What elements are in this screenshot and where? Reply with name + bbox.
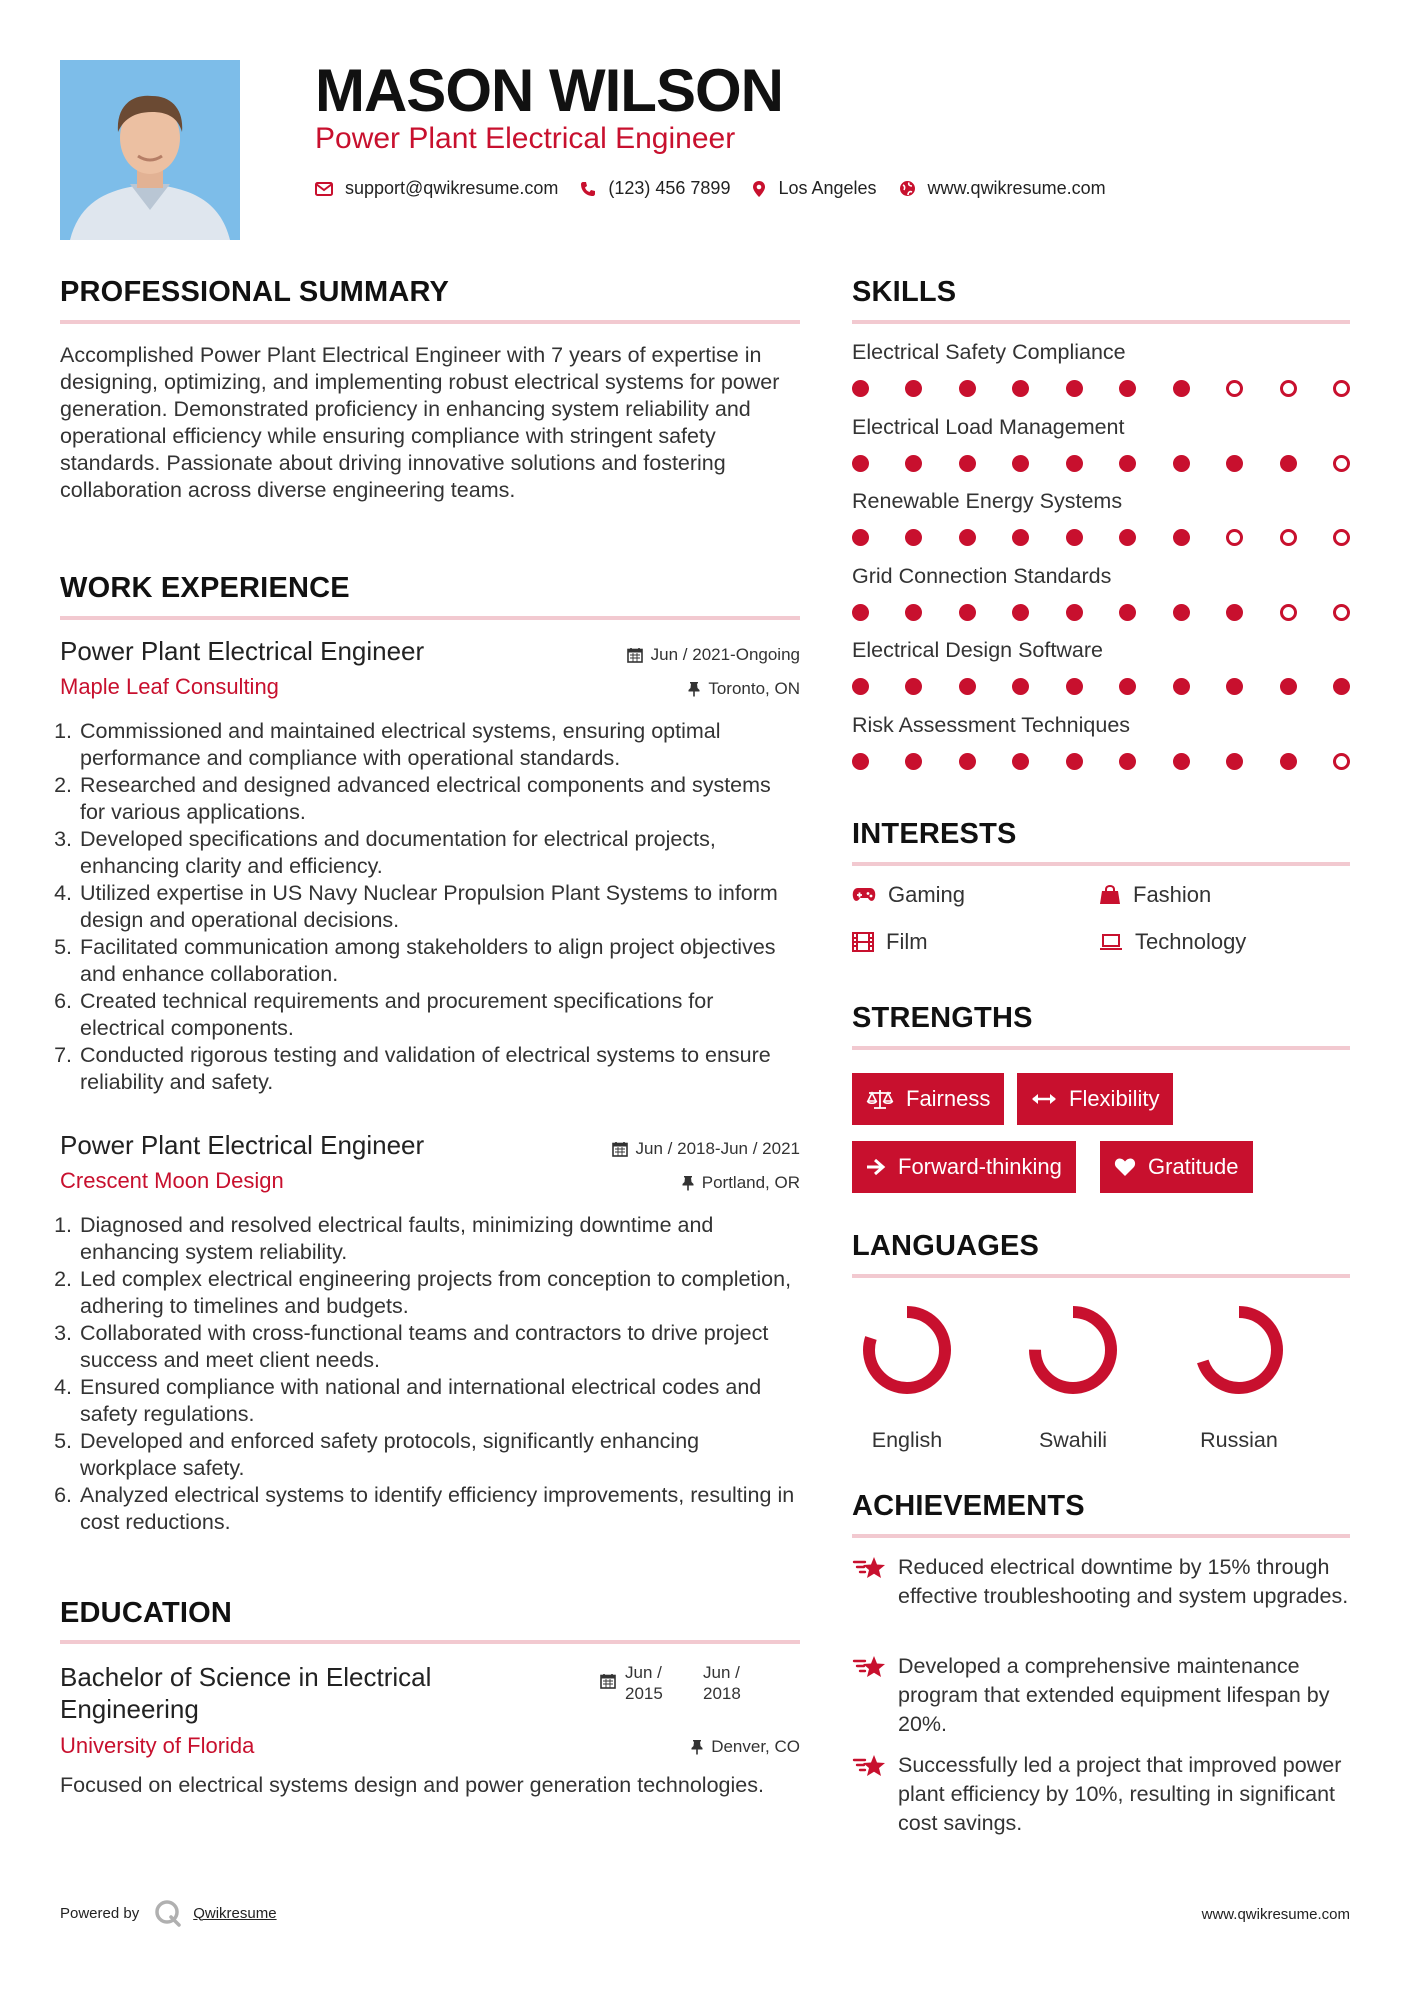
candidate-name: MASON WILSON bbox=[315, 57, 783, 124]
rating-dot-filled bbox=[1173, 529, 1190, 546]
list-item: 6. Analyzed electrical systems to identify efficiency improvements, resulting in cost reductions. bbox=[78, 1482, 800, 1536]
rating-dot-filled bbox=[959, 529, 976, 546]
skills-heading: SKILLS bbox=[852, 276, 957, 308]
language-ring bbox=[1025, 1302, 1121, 1398]
interest-film bbox=[852, 929, 928, 955]
strengths-divider bbox=[852, 1046, 1350, 1050]
list-item: 6. Created technical requirements and procurement specifications for electrical components. bbox=[78, 988, 800, 1042]
rating-dot-filled bbox=[1012, 753, 1029, 770]
rating-dot-filled bbox=[1066, 529, 1083, 546]
rating-dot-filled bbox=[1173, 753, 1190, 770]
education-end bbox=[703, 1662, 763, 1704]
qwikresume-logo-icon bbox=[153, 1898, 183, 1928]
interests-heading: INTERESTS bbox=[852, 818, 1017, 850]
interests-divider bbox=[852, 862, 1350, 866]
list-item: 1. Diagnosed and resolved electrical faults, minimizing downtime and enhancing system reliability. bbox=[78, 1212, 800, 1266]
list-item: 3. Developed specifications and documentation for electrical projects, enhancing clarity and efficiency. bbox=[78, 826, 800, 880]
job-duties-list bbox=[60, 718, 800, 1096]
education-divider bbox=[60, 1640, 800, 1644]
list-item: 2. Led complex electrical engineering projects from conception to completion, adhering to timelines and budgets. bbox=[78, 1266, 800, 1320]
interest-label: Film bbox=[886, 929, 928, 954]
interest-gaming bbox=[852, 882, 965, 908]
rating-dot-filled bbox=[905, 753, 922, 770]
education-end-year: 2018 bbox=[703, 1684, 741, 1703]
rating-dot-filled bbox=[905, 529, 922, 546]
strength-label: Fairness bbox=[906, 1086, 991, 1111]
language-item bbox=[1018, 1302, 1128, 1453]
footer-website[interactable]: www.qwikresume.com bbox=[1201, 1906, 1350, 1923]
rating-dot-filled bbox=[905, 380, 922, 397]
rating-dot-filled bbox=[852, 529, 869, 546]
contact-email[interactable] bbox=[315, 178, 558, 199]
achievement-text: Developed a comprehensive maintenance program that extended equipment lifespan by 20%. bbox=[898, 1654, 1330, 1736]
list-item: 3. Collaborated with cross-functional teams and contractors to drive project success and meet client needs. bbox=[78, 1320, 800, 1374]
list-item: 5. Facilitated communication among stakeholders to align project objectives and enhance collaboration. bbox=[78, 934, 800, 988]
rating-dot-filled bbox=[1119, 529, 1136, 546]
rating-dot-filled bbox=[1226, 455, 1243, 472]
phone-icon bbox=[580, 181, 596, 197]
achievement-item bbox=[852, 1553, 1352, 1611]
envelope-icon bbox=[315, 182, 333, 196]
job-dates-text: Jun / 2021-Ongoing bbox=[650, 645, 800, 664]
rating-dot-filled bbox=[1119, 455, 1136, 472]
rating-dot-filled bbox=[905, 678, 922, 695]
achievement-item bbox=[852, 1751, 1352, 1838]
balance-scale-icon bbox=[866, 1088, 894, 1110]
language-name: Swahili bbox=[1038, 1428, 1108, 1452]
film-icon bbox=[852, 932, 874, 952]
profile-photo bbox=[60, 60, 240, 240]
job-duties-list bbox=[60, 1212, 800, 1536]
strength-badge-forward-thinking bbox=[852, 1141, 1076, 1193]
rating-dot-empty bbox=[1280, 604, 1297, 621]
achievements-heading: ACHIEVEMENTS bbox=[852, 1490, 1085, 1522]
job-company: Maple Leaf Consulting bbox=[60, 674, 279, 699]
rating-dot-filled bbox=[1173, 455, 1190, 472]
globe-icon bbox=[899, 180, 916, 197]
skill-rating bbox=[852, 529, 1350, 546]
map-pin-icon bbox=[752, 180, 766, 198]
rating-dot-filled bbox=[959, 455, 976, 472]
languages-heading: LANGUAGES bbox=[852, 1230, 1040, 1262]
pushpin-icon bbox=[691, 1739, 703, 1755]
calendar-icon bbox=[627, 647, 643, 663]
powered-by-text: Powered by bbox=[60, 1904, 140, 1922]
strengths-heading: STRENGTHS bbox=[852, 1002, 1033, 1034]
pushpin-icon bbox=[682, 1175, 694, 1191]
contact-bar bbox=[315, 178, 1128, 199]
education-start bbox=[625, 1662, 703, 1704]
rating-dot-filled bbox=[1066, 678, 1083, 695]
rating-dot-filled bbox=[1012, 529, 1029, 546]
contact-location bbox=[752, 178, 876, 199]
list-item: 4. Utilized expertise in US Navy Nuclear Propulsion Plant Systems to inform design and operational decisions. bbox=[78, 880, 800, 934]
rating-dot-filled bbox=[852, 380, 869, 397]
list-item: 2. Researched and designed advanced electrical components and systems for various applications. bbox=[78, 772, 800, 826]
rating-dot-filled bbox=[1173, 380, 1190, 397]
job-company: Crescent Moon Design bbox=[60, 1168, 284, 1193]
rating-dot-filled bbox=[852, 455, 869, 472]
achievement-text: Successfully led a project that improved power plant efficiency by 10%, resulting in significant cost savings. bbox=[898, 1753, 1342, 1835]
job-title: Power Plant Electrical Engineer bbox=[60, 636, 425, 666]
skill-rating bbox=[852, 678, 1350, 695]
skill-name: Electrical Load Management bbox=[852, 414, 1125, 439]
interest-technology bbox=[1099, 929, 1246, 955]
rating-dot-filled bbox=[1119, 753, 1136, 770]
rating-dot-filled bbox=[1333, 678, 1350, 695]
rating-dot-filled bbox=[959, 678, 976, 695]
list-item: 7. Conducted rigorous testing and validation of electrical systems to ensure reliability and safety. bbox=[78, 1042, 800, 1096]
footer-powered-by bbox=[60, 1898, 277, 1928]
contact-website[interactable] bbox=[899, 178, 1106, 199]
rating-dot-filled bbox=[1226, 753, 1243, 770]
language-level-arc bbox=[869, 1312, 945, 1388]
achievement-item bbox=[852, 1652, 1352, 1739]
rating-dot-filled bbox=[1119, 380, 1136, 397]
languages-divider bbox=[852, 1274, 1350, 1278]
education-dates bbox=[600, 1662, 763, 1704]
rating-dot-filled bbox=[1119, 604, 1136, 621]
contact-website-text: www.qwikresume.com bbox=[927, 178, 1106, 198]
list-item: 1. Commissioned and maintained electrical systems, ensuring optimal performance and compliance with operational standards. bbox=[78, 718, 800, 772]
heart-icon bbox=[1114, 1157, 1136, 1177]
rating-dot-filled bbox=[1066, 455, 1083, 472]
language-item bbox=[1184, 1302, 1294, 1453]
job-dates bbox=[627, 645, 800, 665]
rating-dot-empty bbox=[1333, 753, 1350, 770]
rating-dot-filled bbox=[1226, 604, 1243, 621]
pushpin-icon bbox=[688, 681, 700, 697]
rating-dot-empty bbox=[1280, 529, 1297, 546]
candidate-role: Power Plant Electrical Engineer bbox=[315, 122, 736, 155]
interest-label: Gaming bbox=[888, 882, 966, 907]
job-title: Power Plant Electrical Engineer bbox=[60, 1130, 425, 1160]
interest-label: Fashion bbox=[1133, 882, 1212, 907]
education-start-year: 2015 bbox=[625, 1684, 663, 1703]
shooting-star-icon bbox=[852, 1654, 886, 1682]
education-heading: EDUCATION bbox=[60, 1597, 233, 1629]
language-level-arc bbox=[1035, 1312, 1111, 1388]
summary-heading: PROFESSIONAL SUMMARY bbox=[60, 276, 450, 308]
strength-label: Forward-thinking bbox=[898, 1154, 1062, 1179]
interest-fashion bbox=[1099, 882, 1211, 908]
degree-line-2: Engineering bbox=[60, 1694, 199, 1724]
shooting-star-icon bbox=[852, 1555, 886, 1583]
rating-dot-empty bbox=[1333, 380, 1350, 397]
strength-label: Flexibility bbox=[1069, 1086, 1160, 1111]
education-end-month: Jun / bbox=[703, 1663, 740, 1682]
rating-dot-empty bbox=[1333, 455, 1350, 472]
achievements-divider bbox=[852, 1534, 1350, 1538]
language-ring bbox=[859, 1302, 955, 1398]
experience-divider bbox=[60, 616, 800, 620]
rating-dot-filled bbox=[1173, 604, 1190, 621]
rating-dot-filled bbox=[1173, 678, 1190, 695]
rating-dot-filled bbox=[1066, 380, 1083, 397]
experience-heading: WORK EXPERIENCE bbox=[60, 572, 350, 604]
gamepad-icon bbox=[852, 887, 876, 903]
rating-dot-filled bbox=[1012, 380, 1029, 397]
rating-dot-filled bbox=[959, 604, 976, 621]
school-name: University of Florida bbox=[60, 1733, 255, 1758]
rating-dot-filled bbox=[1280, 455, 1297, 472]
achievement-text: Reduced electrical downtime by 15% through effective troubleshooting and system upgrades. bbox=[898, 1555, 1349, 1608]
skills-divider bbox=[852, 320, 1350, 324]
list-item: 5. Developed and enforced safety protocols, significantly enhancing workplace safety. bbox=[78, 1428, 800, 1482]
skill-rating bbox=[852, 380, 1350, 397]
rating-dot-filled bbox=[959, 380, 976, 397]
laptop-icon bbox=[1099, 933, 1123, 951]
skill-name: Electrical Design Software bbox=[852, 638, 1103, 662]
skill-rating bbox=[852, 455, 1350, 472]
strength-label: Gratitude bbox=[1148, 1154, 1239, 1179]
rating-dot-filled bbox=[905, 604, 922, 621]
rating-dot-filled bbox=[1119, 678, 1136, 695]
language-name: English bbox=[871, 1428, 943, 1452]
education-start-month: Jun / bbox=[625, 1663, 662, 1682]
job-location bbox=[688, 679, 800, 699]
skill-name: Risk Assessment Techniques bbox=[852, 712, 1131, 737]
education-location bbox=[691, 1737, 800, 1757]
rating-dot-filled bbox=[852, 604, 869, 621]
avatar-illustration bbox=[60, 60, 240, 240]
language-item bbox=[852, 1302, 962, 1453]
rating-dot-filled bbox=[1066, 604, 1083, 621]
degree-title bbox=[60, 1661, 431, 1725]
rating-dot-filled bbox=[1012, 678, 1029, 695]
language-name: Russian bbox=[1200, 1428, 1278, 1452]
rating-dot-empty bbox=[1226, 380, 1243, 397]
list-item: 4. Ensured compliance with national and international electrical codes and safety regulations. bbox=[78, 1374, 800, 1428]
contact-email-text: support@qwikresume.com bbox=[345, 178, 559, 198]
rating-dot-filled bbox=[852, 678, 869, 695]
job-location-text: Portland, OR bbox=[701, 1173, 800, 1192]
rating-dot-filled bbox=[852, 753, 869, 770]
rating-dot-filled bbox=[1280, 678, 1297, 695]
shopping-bag-icon bbox=[1099, 885, 1121, 905]
job-dates-text: Jun / 2018-Jun / 2021 bbox=[635, 1139, 800, 1158]
rating-dot-filled bbox=[905, 455, 922, 472]
rating-dot-filled bbox=[1066, 753, 1083, 770]
skill-rating bbox=[852, 604, 1350, 621]
summary-text: Accomplished Power Plant Electrical Engineer with 7 years of expertise in designing, optimizing, and implementing robust electrical systems for power generation. Demonstrated proficiency in enhancing system reliability and operational efficiency while ensuring compliance with stringent safety standards. Passionate about driving innovative solutions and fostering collaboration across diverse engineering teams. bbox=[60, 343, 780, 502]
strength-badge-fairness bbox=[852, 1073, 1004, 1125]
skill-name: Renewable Energy Systems bbox=[852, 489, 1123, 513]
language-level-arc bbox=[1201, 1312, 1277, 1388]
interest-label: Technology bbox=[1135, 929, 1247, 954]
education-location-text: Denver, CO bbox=[711, 1737, 800, 1756]
education-description: Focused on electrical systems design and power generation technologies. bbox=[60, 1773, 764, 1797]
rating-dot-empty bbox=[1226, 529, 1243, 546]
rating-dot-empty bbox=[1333, 604, 1350, 621]
degree-line-1: Bachelor of Science in Electrical bbox=[60, 1662, 432, 1692]
contact-location-text: Los Angeles bbox=[778, 178, 877, 198]
strength-badge-flexibility bbox=[1017, 1073, 1173, 1125]
rating-dot-filled bbox=[959, 753, 976, 770]
arrows-horizontal-icon bbox=[1031, 1092, 1057, 1106]
qwikresume-link[interactable]: Qwikresume bbox=[193, 1904, 277, 1922]
skill-name: Electrical Safety Compliance bbox=[852, 340, 1126, 364]
contact-phone-text: (123) 456 7899 bbox=[608, 178, 731, 198]
rating-dot-empty bbox=[1280, 380, 1297, 397]
skill-rating bbox=[852, 753, 1350, 770]
rating-dot-empty bbox=[1333, 529, 1350, 546]
arrow-right-icon bbox=[866, 1158, 886, 1176]
shooting-star-icon bbox=[852, 1753, 886, 1781]
rating-dot-filled bbox=[1226, 678, 1243, 695]
summary-divider bbox=[60, 320, 800, 324]
language-ring bbox=[1191, 1302, 1287, 1398]
job-dates bbox=[612, 1139, 800, 1159]
strength-badge-gratitude bbox=[1100, 1141, 1253, 1193]
rating-dot-filled bbox=[1012, 604, 1029, 621]
calendar-icon bbox=[600, 1673, 616, 1689]
skill-name: Grid Connection Standards bbox=[852, 563, 1112, 588]
rating-dot-filled bbox=[1012, 455, 1029, 472]
job-location bbox=[682, 1173, 800, 1193]
job-location-text: Toronto, ON bbox=[708, 679, 800, 698]
calendar-icon bbox=[612, 1141, 628, 1157]
contact-phone[interactable] bbox=[580, 178, 730, 199]
rating-dot-filled bbox=[1280, 753, 1297, 770]
